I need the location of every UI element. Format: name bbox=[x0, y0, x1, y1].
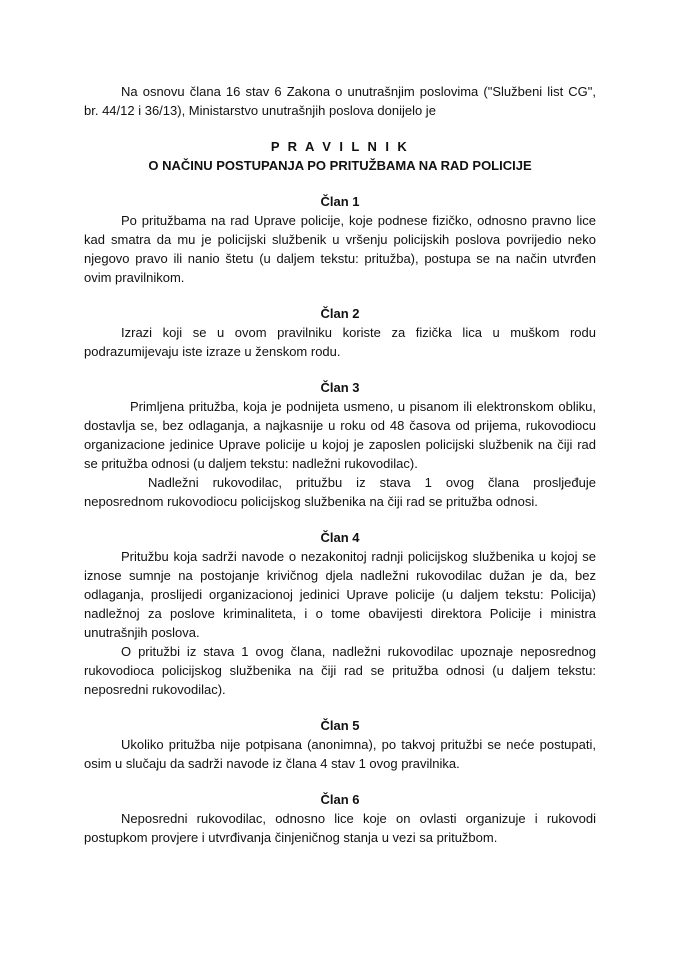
article-heading: Član 4 bbox=[320, 530, 360, 545]
article-heading: Član 1 bbox=[320, 194, 360, 209]
article-paragraph: Primljena pritužba, koja je podnijeta usmeno, u pisanom ili elektronskom obliku, dostavlja se, bez odlaganja, a najkasnije u roku od 48 časova od prijema, rukovodiocu organizacione jedinice Uprave policije u kojoj je zaposlen policijski službenik na čiji rad se pritužba odnosi (u daljem tekstu: nadležni rukovodilac). bbox=[84, 399, 596, 471]
article-2 bbox=[84, 304, 596, 361]
article-paragraph: Nadležni rukovodilac, pritužbu iz stava 1 ovog člana prosljeđuje neposrednom rukovodiocu policijskog službenika na čiji rad se pritužba odnosi. bbox=[84, 475, 596, 509]
article-4 bbox=[84, 528, 596, 699]
article-1 bbox=[84, 192, 596, 287]
article-paragraph: Neposredni rukovodilac, odnosno lice koje on ovlasti organizuje i rukovodi postupkom provjere i utvrđivanja činjeničnog stanja u vezi sa pritužbom. bbox=[84, 811, 596, 845]
article-6 bbox=[84, 790, 596, 847]
article-paragraph: Pritužbu koja sadrži navode o nezakonitoj radnji policijskog službenika u kojoj se iznose sumnje na postojanje krivičnog djela nadležni rukovodilac dužan je da, bez odlaganja, proslijedi organizacionoj jedinici Uprave policije (u daljem tekstu: Policija) nadležnoj za poslove kriminaliteta, i o tome obavijesti direktora Policije i ministra unutrašnjih poslova. bbox=[84, 549, 596, 640]
article-paragraph: Po pritužbama na rad Uprave policije, koje podnese fizičko, odnosno pravno lice kad smatra da mu je policijski službenik u vršenju policijskih poslova povrijedio neko njegovo pravo ili nanio štetu (u daljem tekstu: pritužba), postupa se na način utvrđen ovim pravilnikom. bbox=[84, 213, 596, 285]
article-heading: Član 3 bbox=[320, 380, 360, 395]
document-body bbox=[84, 82, 596, 847]
article-paragraph: Izrazi koji se u ovom pravilniku koriste za fizička lica u muškom rodu podrazumijevaju iste izraze u ženskom rodu. bbox=[84, 325, 596, 359]
article-5 bbox=[84, 716, 596, 773]
document-title: P R A V I L N I K bbox=[270, 139, 410, 154]
article-3 bbox=[84, 378, 596, 511]
article-heading: Član 5 bbox=[320, 718, 360, 733]
article-paragraph: O pritužbi iz stava 1 ovog člana, nadležni rukovodilac upoznaje neposrednog rukovodioca policijskog službenika na čiji rad se pritužba odnosi (u daljem tekstu: neposredni rukovodilac). bbox=[84, 644, 596, 697]
article-heading: Član 6 bbox=[320, 792, 360, 807]
article-paragraph: Ukoliko pritužba nije potpisana (anonimna), po takvoj pritužbi se neće postupati, osim u slučaju da sadrži navode iz člana 4 stav 1 ovog pravilnika. bbox=[84, 737, 596, 771]
document-subtitle: O NAČINU POSTUPANJA PO PRITUŽBAMA NA RAD POLICIJE bbox=[148, 158, 532, 173]
preamble: Na osnovu člana 16 stav 6 Zakona o unutrašnjim poslovima ("Službeni list CG", br. 44/12 i 36/13), Ministarstvo unutrašnjih poslova donijelo je bbox=[84, 84, 596, 118]
article-heading: Član 2 bbox=[320, 306, 360, 321]
